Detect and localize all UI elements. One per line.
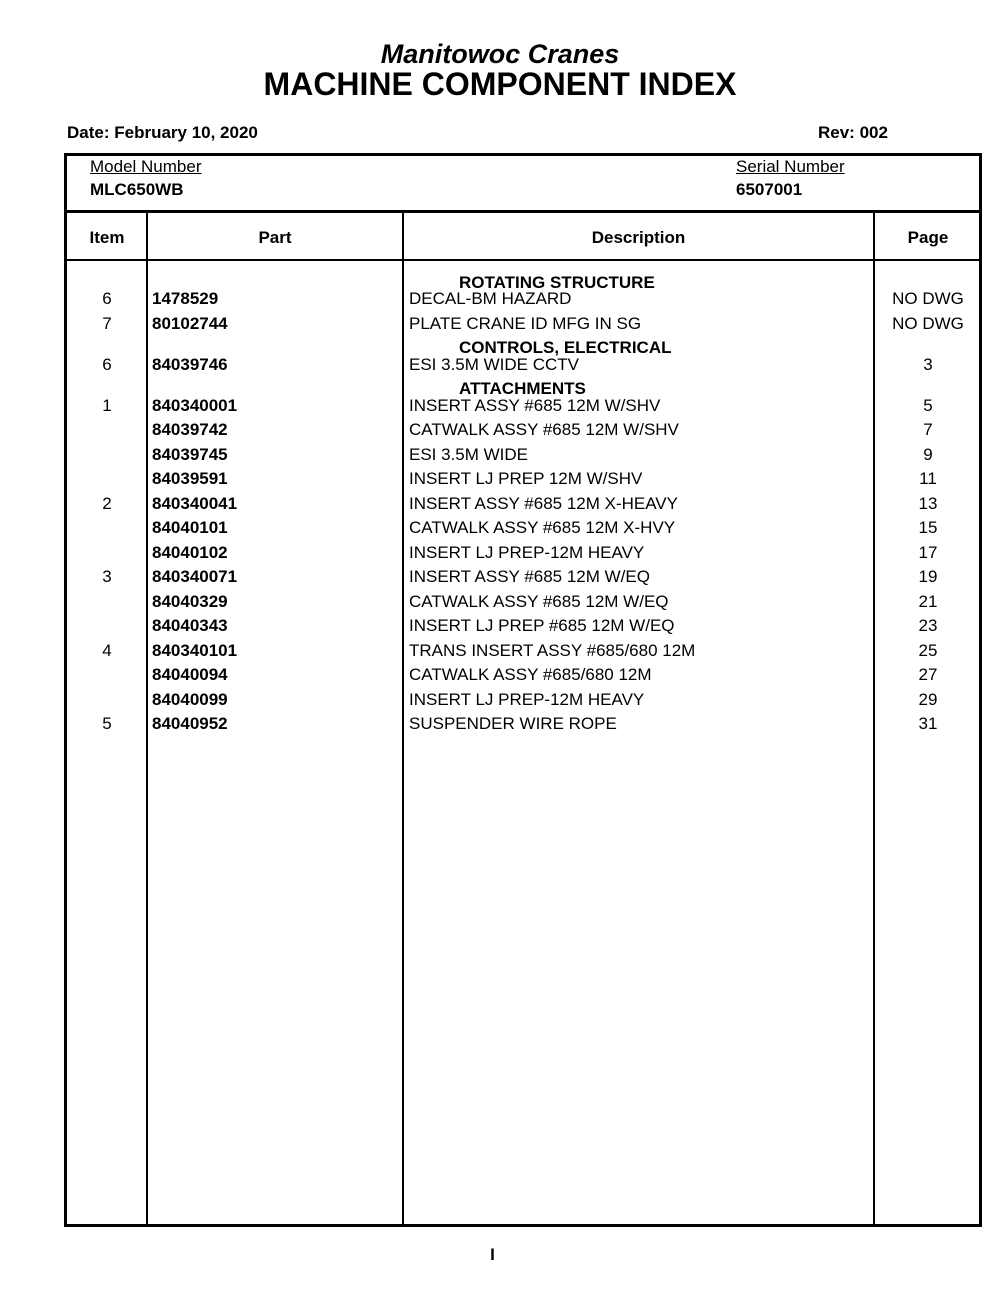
row-item: 6 [102, 355, 112, 374]
row-item: 6 [102, 289, 112, 308]
row-part: 84039591 [152, 469, 228, 488]
row-page: 17 [918, 543, 938, 562]
row-item: 5 [102, 714, 112, 733]
document-title: MACHINE COMPONENT INDEX [263, 66, 737, 102]
row-description: INSERT LJ PREP-12M HEAVY [409, 543, 645, 562]
row-item: 7 [102, 314, 112, 333]
revision-label: Rev: 002 [818, 123, 888, 142]
row-part: 84040952 [152, 714, 228, 733]
row-description: SUSPENDER WIRE ROPE [409, 714, 617, 733]
row-part: 84039746 [152, 355, 228, 374]
row-description: CATWALK ASSY #685 12M W/SHV [409, 420, 679, 439]
column-header-divider [64, 259, 982, 261]
section-title-controls-electrical: CONTROLS, ELECTRICAL [459, 338, 672, 357]
row-page: 27 [918, 665, 938, 684]
row-description: TRANS INSERT ASSY #685/680 12M [409, 641, 696, 660]
row-part: 1478529 [152, 289, 219, 308]
row-part: 84040101 [152, 518, 228, 537]
row-description: CATWALK ASSY #685/680 12M [409, 665, 652, 684]
column-header-description: Description [591, 228, 686, 247]
row-page: 5 [923, 396, 933, 415]
row-description: ESI 3.5M WIDE CCTV [409, 355, 580, 374]
serial-number-label: Serial Number [736, 157, 845, 176]
row-page: 9 [923, 445, 933, 464]
row-part: 84040343 [152, 616, 228, 635]
row-part: 84040102 [152, 543, 228, 562]
row-part: 840340071 [152, 567, 238, 586]
model-number-value: MLC650WB [90, 180, 184, 199]
row-description: INSERT ASSY #685 12M W/EQ [409, 567, 650, 586]
row-description: CATWALK ASSY #685 12M W/EQ [409, 592, 669, 611]
row-item: 4 [102, 641, 112, 660]
row-description: INSERT ASSY #685 12M W/SHV [409, 396, 661, 415]
row-description: INSERT LJ PREP #685 12M W/EQ [409, 616, 675, 635]
row-page: 29 [918, 690, 938, 709]
row-part: 80102744 [152, 314, 228, 333]
row-page: 21 [918, 592, 938, 611]
company-name: Manitowoc Cranes [380, 39, 620, 69]
column-header-part: Part [258, 228, 292, 247]
part-description-divider [402, 211, 404, 1225]
section-title-rotating-structure: ROTATING STRUCTURE [459, 273, 655, 292]
row-page: 3 [923, 355, 933, 374]
row-page: NO DWG [892, 289, 964, 308]
serial-number-value: 6507001 [736, 180, 803, 199]
row-description: DECAL-BM HAZARD [409, 289, 572, 308]
page-number: I [490, 1245, 495, 1264]
row-part: 84040099 [152, 690, 228, 709]
row-description: PLATE CRANE ID MFG IN SG [409, 314, 642, 333]
column-header-page: Page [907, 228, 949, 247]
row-page: 15 [918, 518, 938, 537]
row-description: ESI 3.5M WIDE [409, 445, 529, 464]
row-description: INSERT LJ PREP 12M W/SHV [409, 469, 643, 488]
row-page: 23 [918, 616, 938, 635]
row-part: 84039742 [152, 420, 228, 439]
row-page: 11 [919, 469, 937, 488]
row-part: 840340001 [152, 396, 238, 415]
row-description: CATWALK ASSY #685 12M X-HVY [409, 518, 676, 537]
row-item: 2 [102, 494, 112, 513]
row-part: 84039745 [152, 445, 228, 464]
row-page: 25 [918, 641, 938, 660]
model-number-label: Model Number [90, 157, 202, 176]
row-page: 7 [923, 420, 933, 439]
row-description: INSERT LJ PREP-12M HEAVY [409, 690, 645, 709]
row-part: 840340101 [152, 641, 238, 660]
row-item: 1 [102, 396, 112, 415]
document-date: Date: February 10, 2020 [67, 123, 258, 142]
row-description: INSERT ASSY #685 12M X-HEAVY [409, 494, 678, 513]
row-page: 19 [918, 567, 938, 586]
section-title-attachments: ATTACHMENTS [459, 379, 586, 398]
row-item: 3 [102, 567, 112, 586]
row-page: 13 [918, 494, 938, 513]
column-header-item: Item [89, 228, 125, 247]
row-part: 840340041 [152, 494, 238, 513]
row-page: 31 [918, 714, 938, 733]
row-page: NO DWG [892, 314, 964, 333]
header-divider [64, 210, 982, 213]
row-part: 84040329 [152, 592, 228, 611]
row-part: 84040094 [152, 665, 228, 684]
